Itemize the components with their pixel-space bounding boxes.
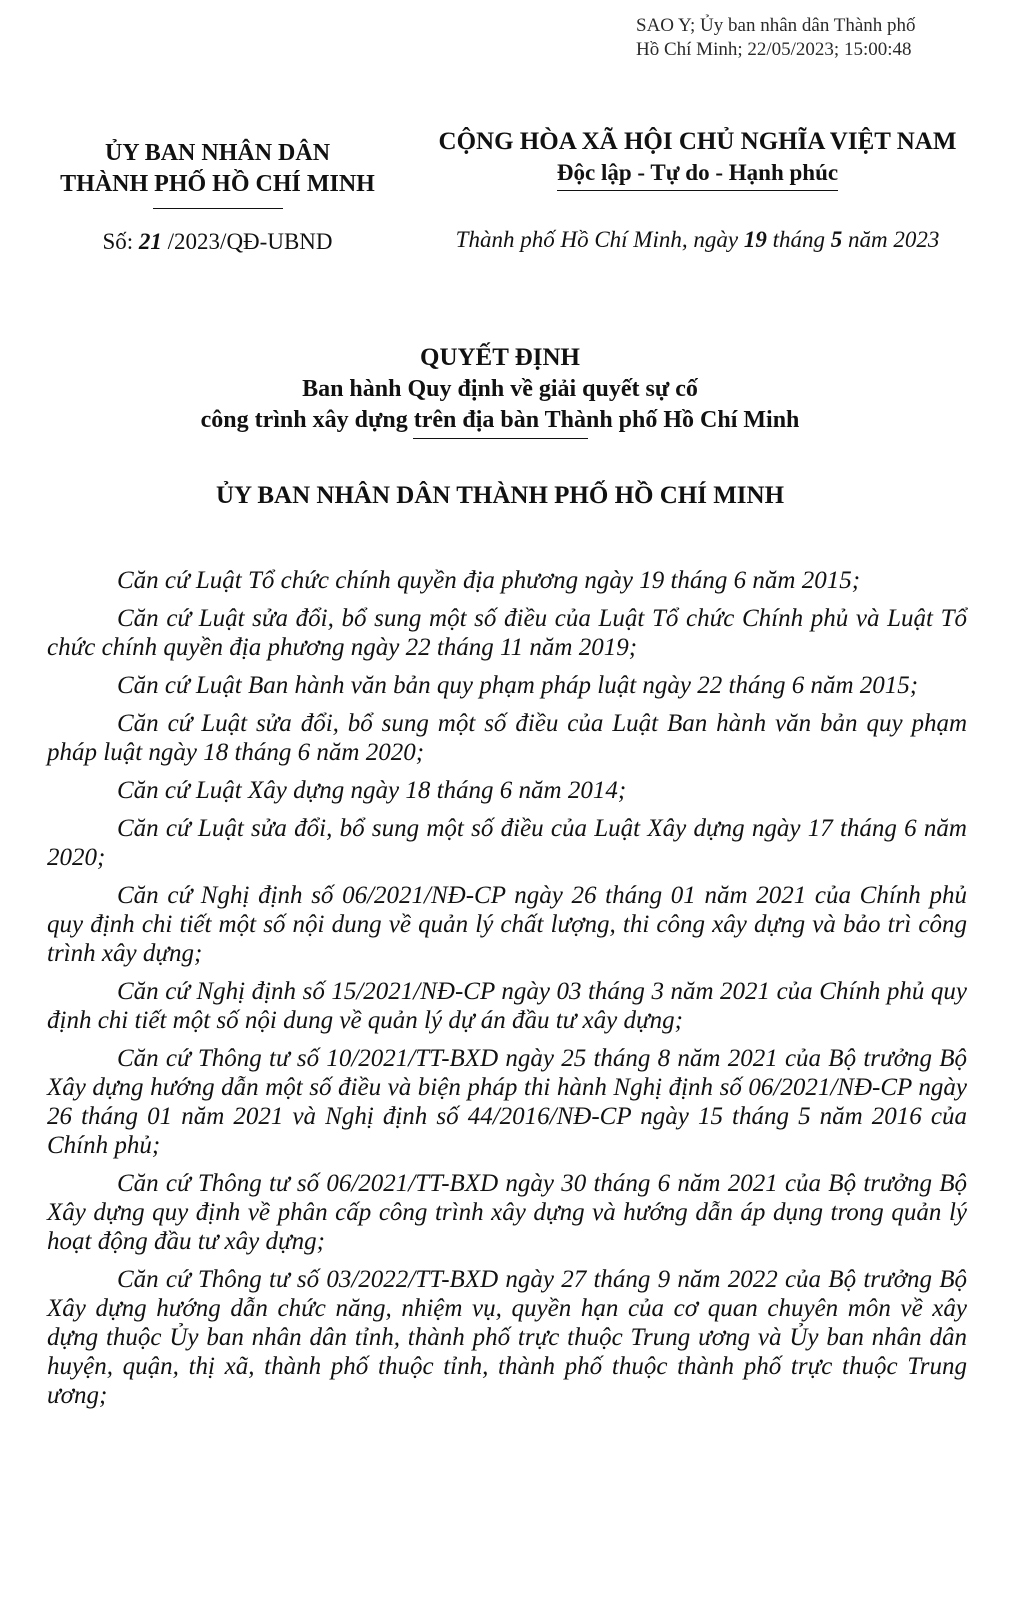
title-line-2: công trình xây dựng trên địa bàn Thành phố Hồ Chí Minh [200, 407, 800, 433]
date-part-2: tháng [766, 227, 831, 252]
number-prefix: Số: [102, 229, 139, 254]
date-part-1: Thành phố Hồ Chí Minh, ngày [455, 227, 744, 252]
copy-stamp [636, 14, 916, 62]
stamp-line-1: SAO Y; Ủy ban nhân dân Thành phố [636, 15, 916, 36]
basis-paragraph: Căn cứ Thông tư số 06/2021/TT-BXD ngày 30 tháng 6 năm 2021 của Bộ trưởng Bộ Xây dựng quy định về phân cấp công trình xây dựng và hướng dẫn áp dụng trong quản lý hoạt động đầu tư xây dựng; [47, 1170, 967, 1255]
document-date [410, 225, 985, 255]
title-line-1: Ban hành Quy định về giải quyết sự cố [302, 376, 698, 402]
national-motto: Độc lập - Tự do - Hạnh phúc [557, 158, 838, 191]
date-day: 19 [743, 227, 767, 252]
basis-paragraph: Căn cứ Luật Ban hành văn bản quy phạm pháp luật ngày 22 tháng 6 năm 2015; [117, 672, 919, 699]
basis-paragraph: Căn cứ Thông tư số 03/2022/TT-BXD ngày 27 tháng 9 năm 2022 của Bộ trưởng Bộ Xây dựng hướng dẫn chức năng, nhiệm vụ, quyền hạn của cơ quan chuyên môn về xây dựng thuộc Ủy ban nhân dân tỉnh, thành phố trực thuộc Trung ương và Ủy ban nhân dân huyện, quận, thị xã, thành phố thuộc tỉnh, thành phố thuộc thành phố trực thuộc Trung ương; [47, 1266, 967, 1409]
basis-paragraph: Căn cứ Luật Xây dựng ngày 18 tháng 6 năm 2014; [117, 777, 627, 804]
agency-line-1: ỦY BAN NHÂN DÂN [104, 140, 331, 166]
basis-paragraph: Căn cứ Nghị định số 06/2021/NĐ-CP ngày 26 tháng 01 năm 2021 của Chính phủ quy định chi tiết một số nội dung về quản lý chất lượng, thi công xây dựng và bảo trì công trình xây dựng; [47, 882, 967, 967]
national-heading [410, 126, 985, 191]
title-underline [413, 438, 588, 439]
basis-paragraph: Căn cứ Thông tư số 10/2021/TT-BXD ngày 25 tháng 8 năm 2021 của Bộ trưởng Bộ Xây dựng hướng dẫn một số điều và biện pháp thi hành Nghị định số 06/2021/NĐ-CP ngày 26 tháng 01 năm 2021 và Nghị định số 44/2016/NĐ-CP ngày 15 tháng 5 năm 2016 của Chính phủ; [47, 1045, 967, 1159]
nation-name: CỘNG HÒA XÃ HỘI CHỦ NGHĨA VIỆT NAM [438, 128, 957, 155]
basis-paragraph: Căn cứ Luật sửa đổi, bổ sung một số điều của Luật Xây dựng ngày 17 tháng 6 năm 2020; [47, 815, 967, 871]
basis-paragraph: Căn cứ Luật Tổ chức chính quyền địa phương ngày 19 tháng 6 năm 2015; [117, 567, 861, 594]
issuer-heading: ỦY BAN NHÂN DÂN THÀNH PHỐ HỒ CHÍ MINH [215, 482, 785, 509]
issuing-agency [30, 138, 405, 209]
legal-bases [47, 566, 967, 1419]
document-number [30, 227, 405, 257]
number-suffix: /2023/QĐ-UBND [161, 229, 333, 254]
date-month: 5 [830, 227, 843, 252]
decision-title [0, 342, 1000, 439]
agency-underline [153, 208, 283, 209]
date-part-3: năm 2023 [842, 227, 940, 252]
agency-line-2: THÀNH PHỐ HỒ CHÍ MINH [60, 171, 375, 197]
basis-paragraph: Căn cứ Luật sửa đổi, bổ sung một số điều của Luật Ban hành văn bản quy phạm pháp luật ngày 18 tháng 6 năm 2020; [47, 710, 967, 766]
stamp-line-2: Hồ Chí Minh; 22/05/2023; 15:00:48 [636, 39, 912, 60]
basis-paragraph: Căn cứ Luật sửa đổi, bổ sung một số điều của Luật Tổ chức Chính phủ và Luật Tổ chức chính quyền địa phương ngày 22 tháng 11 năm 2019; [47, 605, 967, 661]
basis-paragraph: Căn cứ Nghị định số 15/2021/NĐ-CP ngày 03 tháng 3 năm 2021 của Chính phủ quy định chi tiết một số nội dung về quản lý dự án đầu tư xây dựng; [47, 978, 967, 1034]
number-handwritten: 21 [138, 229, 162, 254]
title-kind: QUYẾT ĐỊNH [420, 344, 580, 371]
